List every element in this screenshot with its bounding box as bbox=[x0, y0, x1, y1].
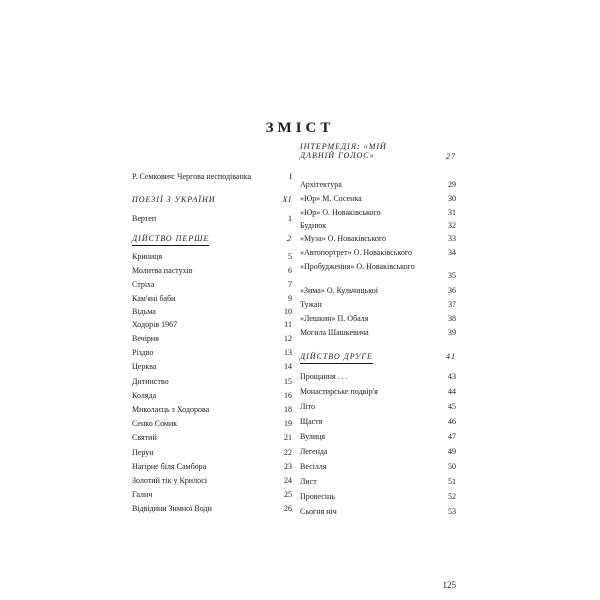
toc-entry-title: «Муза» О. Новаківського bbox=[300, 234, 387, 243]
toc-entry-title: Дитинство bbox=[132, 377, 169, 386]
toc-entry-page: XI bbox=[282, 195, 292, 204]
toc-entry-title: «Зима» О. Кульчицької bbox=[300, 286, 378, 295]
toc-entry-page: 49 bbox=[448, 447, 456, 456]
toc-entry-page: 39 bbox=[448, 328, 456, 337]
toc-entry-page: 23 bbox=[284, 462, 292, 471]
toc-entry-title: Кам'яні баби bbox=[132, 294, 176, 303]
toc-entry-title: Легенда bbox=[300, 447, 328, 456]
toc-entry-title: Провесінь bbox=[300, 492, 335, 501]
toc-entry-page: 37 bbox=[448, 300, 456, 309]
toc-entry-title: Галич bbox=[132, 490, 153, 499]
toc-entry-title: «Пробудження» О. Новаківського bbox=[300, 262, 415, 271]
toc-entry-page: 43 bbox=[448, 372, 456, 381]
toc-entry-page: 44 bbox=[448, 387, 456, 396]
toc-entry-page: 31 bbox=[448, 208, 456, 217]
toc-entry-title: Відьма bbox=[132, 307, 156, 316]
toc-entry-page: I bbox=[289, 172, 292, 181]
page-title: ЗМІСТ bbox=[265, 120, 335, 136]
toc-entry-page: 46 bbox=[448, 417, 456, 426]
toc-entry-page: 12 bbox=[284, 334, 292, 343]
toc-entry-page: 47 bbox=[448, 432, 456, 441]
toc-entry-title: Миколаєць з Ходорова bbox=[132, 405, 210, 414]
toc-entry-page: 45 bbox=[448, 402, 456, 411]
toc-entry-page: 32 bbox=[448, 221, 456, 230]
page-number: 125 bbox=[442, 580, 456, 590]
toc-entry-page: 22 bbox=[284, 448, 292, 457]
toc-entry-title: Золотий тік у Крилосі bbox=[132, 476, 208, 485]
toc-entry-title: Святий bbox=[132, 433, 157, 442]
toc-entry-title: Весілля bbox=[300, 462, 327, 471]
toc-entry-title: Сьогня ніч bbox=[300, 507, 337, 516]
toc-entry-title: Архітектура bbox=[300, 180, 342, 189]
toc-entry-page: 11 bbox=[284, 320, 292, 329]
toc-entry-title: Коляда bbox=[132, 391, 157, 400]
toc-section-title: ПОЕЗІЇ З УКРАЇНИ bbox=[132, 195, 216, 204]
toc-entry-page: 18 bbox=[284, 405, 292, 414]
toc-entry-title: Нагірне біля Самбора bbox=[132, 462, 207, 471]
toc-entry-title: Лист bbox=[300, 477, 317, 486]
toc-entry-title: Сенко Сомик bbox=[132, 419, 178, 428]
toc-entry-page: 29 bbox=[448, 180, 456, 189]
toc-entry-page: 27 bbox=[446, 152, 456, 161]
toc-section-title: ДІЙСТВО ДРУГЕ bbox=[300, 352, 373, 364]
toc-entry-page: 41 bbox=[446, 352, 456, 361]
toc-entry-title: «Юр» М. Сосенка bbox=[300, 194, 362, 203]
toc-entry-page: 24 bbox=[284, 476, 292, 485]
toc-entry-page: 50 bbox=[448, 462, 456, 471]
toc-entry-title: Криниця bbox=[132, 252, 163, 261]
toc-entry-page: 38 bbox=[448, 314, 456, 323]
toc-entry-page: 35 bbox=[448, 271, 456, 280]
toc-entry-page: 36 bbox=[448, 286, 456, 295]
toc-entry-page: 25 bbox=[284, 490, 292, 499]
toc-section-title: ІНТЕРМЕДІЯ: «МІЙ ДАВНІЙ ГОЛОС» bbox=[300, 142, 387, 160]
toc-entry-title: Відвідини Зимної Води bbox=[132, 504, 212, 513]
toc-entry-page: 2 bbox=[287, 234, 292, 243]
toc-entry-title: Щастя bbox=[300, 417, 323, 426]
toc-entry-page: 1 bbox=[288, 214, 292, 223]
toc-entry-title: Церква bbox=[132, 362, 157, 371]
toc-entry-page: 13 bbox=[284, 348, 292, 357]
toc-entry-page: 52 bbox=[448, 492, 456, 501]
toc-entry-title: Вертеп bbox=[132, 214, 157, 223]
toc-entry-page: 26 bbox=[284, 504, 292, 513]
toc-entry-page: 21 bbox=[284, 433, 292, 442]
toc-entry-title: Перун bbox=[132, 448, 154, 457]
toc-entry-page: 5 bbox=[288, 252, 292, 261]
toc-entry-page: 16 bbox=[284, 391, 292, 400]
toc-entry-title: Різдво bbox=[132, 348, 154, 357]
toc-entry-title: «Юр» О. Новаківського bbox=[300, 208, 381, 217]
toc-entry-title: Ходорів 1967 bbox=[132, 320, 178, 329]
toc-entry-page: 6 bbox=[288, 266, 292, 275]
toc-entry-title: Р. Семкович: Чергова несподіванка bbox=[132, 172, 252, 181]
toc-entry-title: Буднюк bbox=[300, 221, 327, 230]
toc-entry-page: 19 bbox=[284, 419, 292, 428]
toc-entry-title: «Автопортрет» О. Новаківського bbox=[300, 248, 412, 257]
toc-entry-page: 7 bbox=[288, 280, 292, 289]
toc-entry-page: 51 bbox=[448, 477, 456, 486]
toc-entry-page: 14 bbox=[284, 362, 292, 371]
toc-entry-title: Тужан bbox=[300, 300, 322, 309]
toc-entry-title: Прощання . . . bbox=[300, 372, 348, 381]
toc-entry-title: «Лешкин» П. Обаля bbox=[300, 314, 369, 323]
toc-entry-page: 15 bbox=[284, 377, 292, 386]
toc-entry-title: Літо bbox=[300, 402, 316, 411]
toc-entry-title: Вечірня bbox=[132, 334, 159, 343]
toc-entry-title: Вулиця bbox=[300, 432, 326, 441]
toc-entry-page: 10 bbox=[284, 307, 292, 316]
toc-entry-title: Могила Шашкевича bbox=[300, 328, 369, 337]
toc-entry-title: Молитва пастухів bbox=[132, 266, 193, 275]
toc-entry-page: 53 bbox=[448, 507, 456, 516]
toc-entry-page: 30 bbox=[448, 194, 456, 203]
toc-entry-page: 34 bbox=[448, 248, 456, 257]
toc-entry-page: 9 bbox=[288, 294, 292, 303]
toc-entry-title: Монастирське подвір'я bbox=[300, 387, 378, 396]
toc-section-title: ДІЙСТВО ПЕРШЕ bbox=[132, 234, 209, 246]
toc-entry-title: Стріха bbox=[132, 280, 155, 289]
toc-entry-page: 33 bbox=[448, 234, 456, 243]
